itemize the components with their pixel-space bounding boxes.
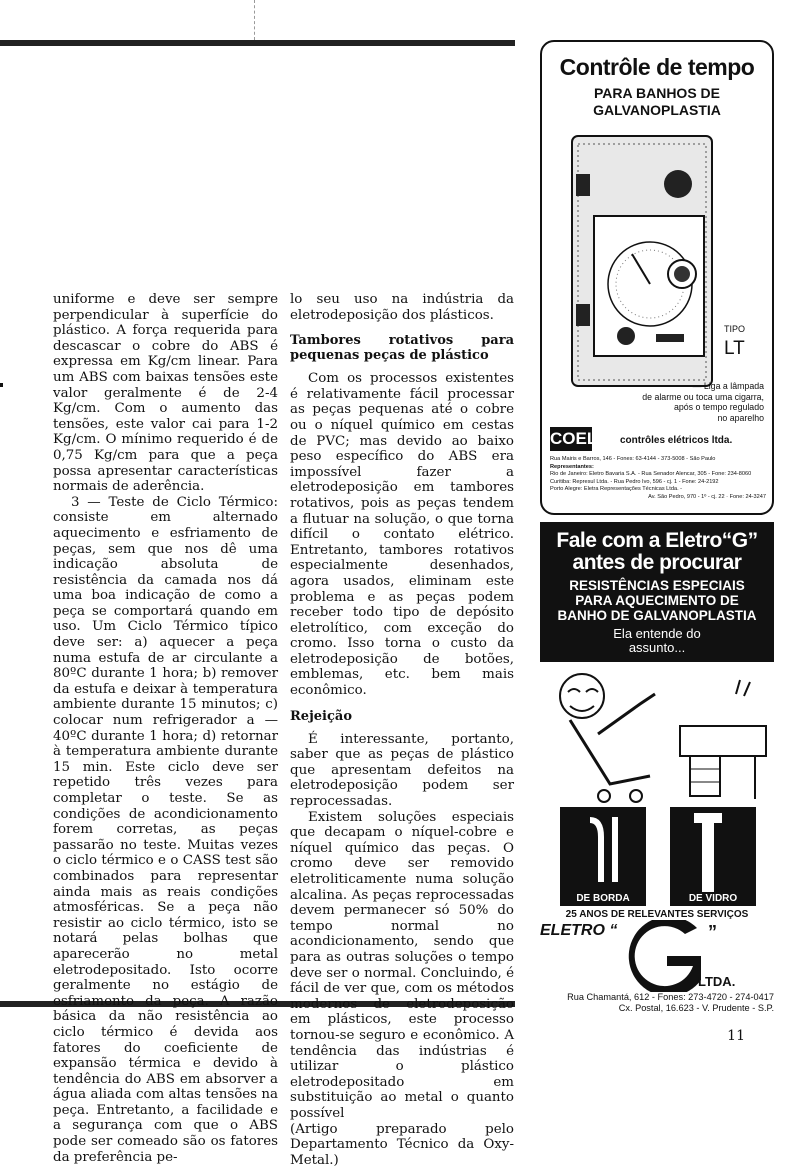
margin-mark bbox=[0, 383, 3, 387]
caption-line: no aparelho bbox=[584, 413, 764, 424]
product-line: PARA AQUECIMENTO DE bbox=[540, 593, 774, 608]
brand-name: contrôles elétricos ltda. bbox=[620, 435, 732, 446]
product-label-left: DE BORDA bbox=[560, 892, 646, 906]
article-paragraph: Com os processos existentes é relativamente fácil processar as peças pequenas até o cobre ou o níquel químico em cestas de PVC; mas devido ao baixo peso específico do ABS era impossível fazer a eletrodeposição em tambores rotativos, pois as peças tendem a flutuar na solução, o que torna difícil o contato elétrico. Entretanto, tambores rotativos especialmente desenhados, agora usados, eliminam este problema e as peças podem receber todo tipo de depósito eletrolítico, com exceção do cromo. Isso torna o custo da eletrodeposição de botões, emblemas, etc. bem mais econômico. bbox=[290, 371, 514, 698]
eletro-g-advertisement bbox=[540, 522, 774, 1018]
top-rule bbox=[0, 40, 515, 46]
slogan-line: assunto... bbox=[540, 641, 774, 655]
caption-line: após o tempo regulado bbox=[584, 402, 764, 413]
ad-product-lines bbox=[540, 578, 774, 623]
ad-title: Contrôle de tempo bbox=[542, 54, 772, 81]
coel-address-block bbox=[550, 456, 766, 501]
eletro-address bbox=[540, 992, 774, 1013]
ad-subtitle-line: PARA BANHOS DE bbox=[542, 85, 772, 102]
ad-subtitle-line: GALVANOPLASTIA bbox=[542, 102, 772, 119]
article-paragraph: 3 — Teste de Ciclo Térmico: consiste em alternado aquecimento e esfriamento de peças, sem que nos dê uma indicação absoluta de resistência da camada nos dá uma boa indicação de como a peça se comportará quando em uso. Um Ciclo Térmico típico deve ser: a) aquecer a peça numa estufa de ar circulante a 80ºC durante 1 hora; b) remover da estufa e deixar à temperatura ambiente durante 15 minutos; c) colocar num refrigerador a — 40ºC durante 1 hora; d) retornar à temperatura ambiente durante 15 min. Este ciclo deve ser repetido três vezes para completar o teste. Se as condições de acondicionamento forem corretas, as peças passarão no teste. Muitas vezes o ciclo térmico e o CASS test são combinados para representar ainda mais as reais condições atmosféricas. Se a peça não resistir ao ciclo térmico, isto se notará pelas bolhas que aparecerão no metal eletrodepositado. Isto ocorre geralmente no estágio de esfriamento da peça. A razão básica da não resistência ao ciclo térmico é devida aos fatores do coeficiente de expansão térmica e devido à tendência do ABS em absorver a água aliada com altas tensões na peça. Entretanto, a facilidade e a segurança com que o ABS pode ser comeado são os fatores da preferência pe- bbox=[53, 495, 278, 1166]
article-paragraph: É interessante, portanto, saber que as peças de plástico que apresentam defeitos na eletrodeposição podem ser reprocessadas. bbox=[290, 732, 514, 810]
brand-word: ELETRO bbox=[540, 922, 605, 939]
ad-subtitle bbox=[542, 85, 772, 119]
close-quote: ” bbox=[708, 922, 717, 943]
slogan-line: Ela entende do bbox=[540, 627, 774, 641]
section-heading: Tambores rotativos para pequenas peças de plástico bbox=[290, 333, 514, 363]
article-paragraph: Existem soluções especiais que decapam o níquel-cobre e níquel químico das peças. O cromo deve ser removido eletroliticamente numa solução alcalina. As peças reprocessadas devem permanecer só 50% do tempo normal no acondicionamento, sendo que para as outras soluções o tempo deve ser o normal. Concluindo, é fácil de ver que, com os métodos modernos de eletrodeposição em plásticos, este processo tornou-se seguro e econômico. A tendência das indústrias é utilizar o plástico eletrodepositado em substituição ao metal o quanto possível bbox=[290, 810, 514, 1122]
address-line: Representantes: bbox=[550, 464, 766, 472]
address-line: Rua Mairis e Barros, 146 - Fones: 63-4144 - 373-5008 - São Paulo bbox=[550, 456, 766, 464]
caption-line: — Liga a lâmpada bbox=[584, 381, 764, 392]
model-type-label: TIPO bbox=[724, 324, 745, 334]
article-credit: (Artigo preparado pelo Departamento Técnico da Oxy-Metal.) bbox=[290, 1122, 514, 1168]
address-line: Curitiba: Represul Ltda. - Rua Pedro Ivo, 596 - cj. 1 - Fone: 24-2192 bbox=[550, 479, 766, 487]
ad-caption bbox=[584, 381, 764, 423]
company-suffix: LTDA. bbox=[698, 974, 735, 989]
address-line: Rua Chamantá, 612 - Fones: 273-4720 - 274-0417 bbox=[540, 992, 774, 1003]
model-name: LT bbox=[724, 338, 745, 360]
article-paragraph: lo seu uso na indústria da eletrodeposição dos plásticos. bbox=[290, 292, 514, 323]
article-column-2 bbox=[290, 292, 514, 1168]
years-of-service: 25 ANOS DE RELEVANTES SERVIÇOS bbox=[540, 909, 774, 920]
ad-banner bbox=[540, 522, 774, 662]
open-quote: “ bbox=[609, 922, 617, 939]
crop-mark bbox=[254, 0, 256, 40]
article-column-1 bbox=[53, 292, 278, 1165]
heater-products-illustration bbox=[560, 807, 760, 902]
address-line: Rio de Janeiro: Eletro Bavaria S.A. - Rua Senador Alencar, 305 - Fone: 234-8060 bbox=[550, 471, 766, 479]
article-paragraph: uniforme e deve ser sempre perpendicular à superfície do plástico. A força requerida para descascar o cobre do ABS é expressa em Kg/cm linear. Para um ABS com baixas tensões este valor geralmente é de 2-4 Kg/cm. Com o aumento das tensões, este valor cai para 1-2 Kg/cm. O mínimo requerido é de 0,75 Kg/cm para que a peça possa apresentar características normais de aderência. bbox=[53, 292, 278, 495]
caption-line: de alarme ou toca uma cigarra, bbox=[584, 392, 764, 403]
timer-device-illustration bbox=[570, 134, 720, 389]
eletro-g-logo bbox=[615, 920, 705, 992]
address-line: Av. São Pedro, 970 - 1º - cj. 22 · Fone: 24-3247 bbox=[550, 494, 766, 502]
product-line: RESISTÊNCIAS ESPECIAIS bbox=[540, 578, 774, 593]
page-number: 11 bbox=[727, 1028, 745, 1044]
headline-line: antes de procurar bbox=[540, 552, 774, 574]
coel-advertisement bbox=[540, 40, 774, 515]
ad-slogan bbox=[540, 627, 774, 655]
address-line: Cx. Postal, 16.623 - V. Prudente - S.P. bbox=[540, 1003, 774, 1014]
section-heading: Rejeição bbox=[290, 709, 514, 724]
coel-logo: COEL bbox=[550, 427, 592, 451]
eletro-brand-word bbox=[540, 922, 617, 940]
man-at-desk-illustration bbox=[540, 664, 774, 809]
headline-line: Fale com a Eletro“G” bbox=[540, 530, 774, 552]
product-label-right: DE VIDRO bbox=[670, 892, 756, 906]
ad-headline bbox=[540, 522, 774, 574]
product-line: BANHO DE GALVANOPLASTIA bbox=[540, 608, 774, 623]
address-line: Porto Alegre: Eletra Representações Técnicas Ltda. - bbox=[550, 486, 766, 494]
